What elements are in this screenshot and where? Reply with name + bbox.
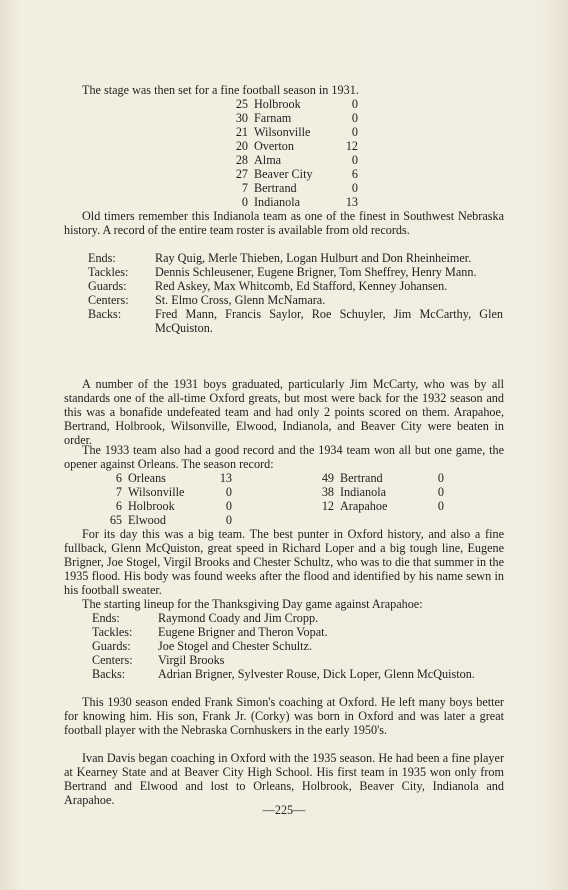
- player-names: Raymond Coady and Jim Cropp.: [158, 611, 319, 625]
- paragraph-text: Old timers remember this Indianola team as one of the finest in Southwest Nebraska history. A record of the entire team roster is available from old records.: [64, 209, 504, 237]
- opponent-cell: Bertrand: [340, 471, 383, 485]
- opponent-score-cell: 13: [219, 471, 232, 485]
- paragraph-text: A number of the 1931 boys graduated, particularly Jim McCarty, who was by all standards one of the all-time Oxford greats, but most were back for the 1932 season and this was a bonafide undefeated team and had only 2 points scored on them. Arapahoe, Bertrand, Holbrook, Wilsonville, Elwood, Indianola, and Beaver City were beaten in order.: [64, 377, 504, 447]
- opponent-cell: Indianola: [340, 485, 387, 499]
- score-cell: 6: [115, 499, 122, 513]
- opponent-score-cell: 12: [345, 139, 358, 153]
- score-cell: 12: [321, 499, 334, 513]
- schedule-row: [226, 195, 358, 209]
- player-names: Ray Quig, Merle Thieben, Logan Hulburt and Don Rheinheimer.: [155, 251, 472, 265]
- position-label: Ends:: [88, 251, 116, 265]
- score-cell: 20: [235, 139, 248, 153]
- position-label: Tackles:: [92, 625, 133, 639]
- roster-row: [88, 265, 503, 279]
- score-cell: 49: [321, 471, 334, 485]
- opponent-cell: Wilsonville: [128, 485, 185, 499]
- opponent-cell: Arapahoe: [340, 499, 388, 513]
- opponent-cell: Orleans: [128, 471, 166, 485]
- opponent-cell: Alma: [254, 153, 282, 167]
- roster-row: [88, 251, 503, 265]
- roster-row: [92, 653, 506, 667]
- score-cell: 27: [235, 167, 248, 181]
- opponent-cell: Overton: [254, 139, 294, 153]
- paragraph-davis: [64, 751, 504, 807]
- opponent-cell: Beaver City: [254, 167, 313, 181]
- opponent-score-cell: 0: [351, 125, 358, 139]
- player-names: St. Elmo Cross, Glenn McNamara.: [155, 293, 326, 307]
- opponent-score-cell: 0: [225, 499, 232, 513]
- opponent-score-cell: 0: [351, 153, 358, 167]
- score-cell: 7: [115, 485, 122, 499]
- position-label: Backs:: [92, 667, 126, 681]
- roster-row: [92, 611, 506, 625]
- position-label: Guards:: [92, 639, 131, 653]
- opponent-score-cell: 0: [351, 111, 358, 125]
- paragraph-bigteam: [64, 527, 504, 597]
- player-names: Fred Mann, Francis Saylor, Roe Schuyler, Jim McCarthy, Glen McQuiston.: [155, 307, 503, 335]
- score-cell: 6: [115, 471, 122, 485]
- schedule-row: [100, 513, 232, 527]
- opponent-score-cell: 0: [437, 499, 444, 513]
- schedule-row: [100, 485, 232, 499]
- paragraph-oldtimers: [64, 209, 504, 237]
- opponent-score-cell: 0: [437, 485, 444, 499]
- opponent-score-cell: 0: [351, 97, 358, 111]
- opponent-score-cell: 0: [437, 471, 444, 485]
- score-cell: 0: [241, 195, 248, 209]
- paragraph-text: The 1933 team also had a good record and the 1934 team won all but one game, the opener against Orleans. The season record:: [64, 443, 504, 471]
- paragraph-1933: [64, 443, 504, 471]
- roster-1931-table: [88, 251, 503, 335]
- lineup-intro: [64, 597, 504, 611]
- lineup-table: [92, 611, 506, 681]
- paragraph-text: This 1930 season ended Frank Simon's coaching at Oxford. He left many boys better for knowing him. His son, Frank Jr. (Corky) was born in Oxford and was later a great football player with the Nebraska Cornhuskers in the early 1950's.: [64, 695, 504, 737]
- schedule-1934-left-table: [100, 471, 232, 527]
- opponent-cell: Elwood: [128, 513, 166, 527]
- opponent-cell: Holbrook: [254, 97, 301, 111]
- opponent-score-cell: 0: [351, 181, 358, 195]
- score-cell: 28: [235, 153, 248, 167]
- roster-row: [88, 307, 503, 335]
- schedule-row: [312, 485, 444, 499]
- roster-row: [92, 625, 506, 639]
- page-number: —225—: [262, 803, 306, 817]
- position-label: Backs:: [88, 307, 122, 321]
- opponent-score-cell: 0: [225, 485, 232, 499]
- paragraph-1932: [64, 377, 504, 447]
- player-names: Eugene Brigner and Theron Vopat.: [158, 625, 328, 639]
- roster-row: [92, 667, 506, 681]
- lineup-intro-text: The starting lineup for the Thanksgiving Day game against Arapahoe:: [82, 597, 423, 611]
- opponent-cell: Wilsonville: [254, 125, 311, 139]
- roster-row: [92, 639, 506, 653]
- opponent-cell: Holbrook: [128, 499, 175, 513]
- position-label: Guards:: [88, 279, 127, 293]
- opponent-cell: Bertrand: [254, 181, 297, 195]
- player-names: Red Askey, Max Whitcomb, Ed Stafford, Kenney Johansen.: [155, 279, 448, 293]
- player-names: Joe Stogel and Chester Schultz.: [158, 639, 313, 653]
- schedule-row: [226, 153, 358, 167]
- schedule-1934-right-table: [312, 471, 444, 513]
- opponent-score-cell: 13: [345, 195, 358, 209]
- score-cell: 25: [235, 97, 248, 111]
- player-names: Dennis Schleusener, Eugene Brigner, Tom Sheffrey, Henry Mann.: [155, 265, 477, 279]
- player-names: Virgil Brooks: [158, 653, 225, 667]
- player-names: Adrian Brigner, Sylvester Rouse, Dick Loper, Glenn McQuiston.: [158, 667, 475, 681]
- schedule-row: [100, 471, 232, 485]
- schedule-row: [100, 499, 232, 513]
- position-label: Centers:: [88, 293, 129, 307]
- schedule-1931-table: [226, 97, 358, 209]
- opponent-cell: Indianola: [254, 195, 301, 209]
- score-cell: 30: [235, 111, 248, 125]
- schedule-row: [226, 139, 358, 153]
- position-label: Centers:: [92, 653, 133, 667]
- schedule-row: [226, 167, 358, 181]
- score-cell: 38: [321, 485, 334, 499]
- opponent-score-cell: 6: [351, 167, 358, 181]
- opponent-score-cell: 0: [225, 513, 232, 527]
- paragraph-1930: [64, 695, 504, 737]
- intro-line: [64, 83, 504, 97]
- schedule-row: [226, 111, 358, 125]
- schedule-row: [226, 97, 358, 111]
- schedule-row: [226, 125, 358, 139]
- roster-row: [88, 293, 503, 307]
- score-cell: 7: [241, 181, 248, 195]
- schedule-row: [312, 471, 444, 485]
- roster-row: [88, 279, 503, 293]
- paragraph-text: Ivan Davis began coaching in Oxford with the 1935 season. He had been a fine player at Kearney State and at Beaver City High School. His first team in 1935 won only from Bertrand and Elwood and lost to Orleans, Holbrook, Beaver City, Indianola and Arapahoe.: [64, 751, 504, 807]
- schedule-row: [312, 499, 444, 513]
- opponent-cell: Farnam: [254, 111, 292, 125]
- intro-text: The stage was then set for a fine football season in 1931.: [82, 83, 359, 97]
- schedule-row: [226, 181, 358, 195]
- score-cell: 21: [235, 125, 248, 139]
- paragraph-text: For its day this was a big team. The best punter in Oxford history, and also a fine fullback, Glenn McQuiston, great speed in Richard Loper and a big tough line, Eugene Brigner, Joe Stogel, Virgil Brooks and Chester Schultz, who was to die that summer in the 1935 flood. His body was found weeks after the flood and identified by his name sewn in his football sweater.: [64, 527, 504, 597]
- score-cell: 65: [109, 513, 122, 527]
- position-label: Ends:: [92, 611, 120, 625]
- position-label: Tackles:: [88, 265, 129, 279]
